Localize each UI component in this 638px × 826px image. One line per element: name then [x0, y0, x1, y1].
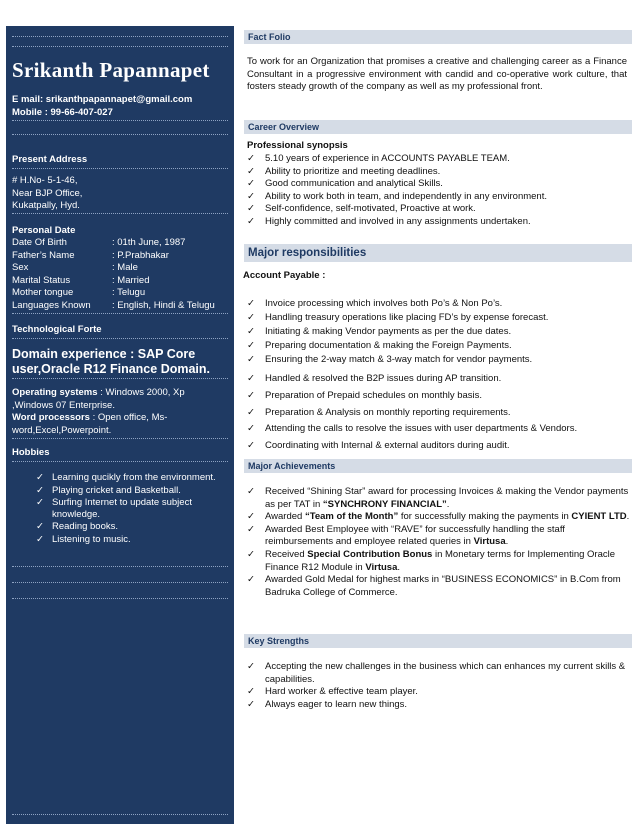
list-item [247, 511, 632, 524]
divider [12, 582, 228, 583]
responsibility-text: Coordinating with Internal & external auditors during audit. [265, 440, 510, 452]
tech-heading: Technological Forte [12, 324, 102, 335]
list-item [247, 311, 632, 325]
check-icon: ✓ [36, 497, 44, 508]
sidebar [6, 26, 234, 824]
check-icon: ✓ [247, 190, 255, 202]
list-item [247, 406, 632, 420]
achievement-text: Received [265, 548, 308, 560]
pd-value: : Telugu [112, 287, 146, 298]
check-icon: ✓ [247, 523, 255, 535]
company-name: Virtusa [365, 561, 398, 573]
check-icon: ✓ [247, 548, 255, 560]
responsibility-text: Attending the calls to resolve the issues with user departments & Vendors. [265, 423, 578, 435]
mobile: Mobile : 99-66-407-027 [12, 107, 113, 118]
address [12, 175, 224, 213]
personal-data-row [12, 275, 230, 288]
list-item [247, 339, 632, 353]
synopsis-text: Ability to work both in team, and independently in any environment. [265, 190, 547, 202]
fact-folio-text: To work for an Organization that promises a creative and challenging career as a Finance Consultant in a progressive environment with candid and co-operative work culture, that fosters steady growth of the company as well as my professional front. [247, 56, 627, 92]
responsibility-text: Ensuring the 2-way match & 3-way match for vendor payments. [265, 353, 533, 365]
strength-text: Accepting the new challenges in the business which can enhances my current skills & capabilities. [265, 661, 626, 685]
check-icon: ✓ [247, 390, 255, 402]
check-icon: ✓ [247, 311, 255, 323]
company-name: Virtusa [473, 536, 506, 548]
divider [12, 168, 228, 169]
personal-data-row [12, 300, 230, 313]
list-item [12, 497, 216, 520]
list-item [247, 686, 632, 699]
check-icon: ✓ [247, 686, 255, 698]
check-icon: ✓ [247, 372, 255, 384]
pd-key: Sex [12, 262, 29, 273]
check-icon: ✓ [36, 484, 44, 496]
check-icon: ✓ [247, 165, 255, 177]
responsibility-text: Initiating & making Vendor payments as per the due dates. [265, 325, 512, 337]
list-item [12, 521, 216, 533]
award-name: “Team of the Month” [304, 511, 399, 523]
list-item [247, 178, 632, 191]
check-icon: ✓ [36, 521, 44, 532]
award-name: Special Contribution Bonus [307, 548, 433, 560]
check-icon: ✓ [247, 511, 255, 523]
achievements-heading: Major Achievements [244, 459, 632, 473]
check-icon: ✓ [247, 440, 255, 452]
hobby-text: Playing cricket and Basketball. [52, 484, 181, 496]
list-item [247, 524, 632, 549]
list-item [247, 297, 632, 311]
check-icon: ✓ [36, 533, 44, 545]
responsibility-text: Preparation of Prepaid schedules on monthly basis. [265, 390, 483, 402]
address-line: Kukatpally, Hyd. [12, 200, 80, 211]
synopsis-text: Self-confidence, self-motivated, Proactive at work. [265, 203, 476, 215]
divider [12, 814, 228, 815]
achievement-text: Awarded [265, 511, 305, 523]
achievement-text: Awarded Gold Medal for highest marks in “BUSINESS ECONOMICS” in B.Com from Badruka College of Commerce. [265, 574, 621, 598]
divider [12, 338, 228, 339]
pd-value: : P.Prabhakar [112, 249, 169, 261]
responsibility-text: Preparation & Analysis on monthly reporting requirements. [265, 407, 511, 419]
divider [12, 313, 228, 314]
list-item [12, 485, 216, 497]
check-icon: ✓ [247, 215, 255, 227]
list-item [247, 191, 632, 204]
personal-data-row [12, 262, 230, 275]
account-payable-heading: Account Payable : [243, 270, 326, 281]
achievement-text: Received “Shining Star” award for processing Invoices & making the Vendor payments as per TAT in [265, 486, 629, 510]
divider [12, 46, 228, 47]
responsibility-text: Handled & resolved the B2P issues during AP transition. [265, 372, 502, 384]
personal-data-row [12, 237, 230, 250]
company-name: “SYNCHRONY FINANCIAL” [322, 498, 447, 510]
check-icon: ✓ [247, 423, 255, 435]
responsibilities-list [247, 297, 632, 453]
achievement-text: Awarded Best Employee with “RAVE” for successfully handling the staff reimbursements and employee related queries in [265, 523, 565, 548]
list-item [247, 486, 632, 511]
operating-systems [12, 387, 220, 412]
list-item [12, 534, 216, 546]
divider [12, 213, 228, 214]
list-item [247, 166, 632, 179]
list-item [247, 574, 632, 599]
check-icon: ✓ [247, 353, 255, 365]
check-icon: ✓ [247, 153, 255, 164]
strength-text: Hard worker & effective team player. [265, 686, 418, 698]
check-icon: ✓ [247, 661, 255, 672]
hobbies-heading: Hobbies [12, 447, 50, 458]
check-icon: ✓ [247, 203, 255, 215]
check-icon: ✓ [247, 407, 255, 419]
address-line: # H.No- 5-1-46, [12, 175, 78, 186]
pd-key: Father’s Name [12, 249, 75, 261]
divider [12, 461, 228, 462]
pd-key: Mother tongue [12, 287, 74, 298]
list-item [247, 353, 632, 367]
check-icon: ✓ [36, 472, 44, 483]
list-item [247, 372, 632, 386]
divider [12, 378, 228, 379]
list-item [247, 325, 632, 339]
pd-key: Languages Known [12, 299, 91, 311]
divider [12, 120, 228, 121]
pd-key: Marital Status [12, 274, 71, 286]
synopsis-text: Good communication and analytical Skills. [265, 178, 443, 190]
personal-data-row [12, 287, 230, 300]
pd-value: : 01th June, 1987 [112, 237, 186, 248]
hobby-text: Learning qucikly from the environment. [52, 472, 216, 483]
responsibility-text: Preparing documentation & making the Foreign Payments. [265, 339, 512, 351]
company-name: CYIENT LTD [571, 511, 627, 523]
list-item [247, 216, 632, 229]
os-value: : Windows 2000, Xp ,Windows 07 Enterprise. [12, 387, 185, 411]
candidate-name: Srikanth Papannapet [12, 58, 210, 82]
pd-value: : Male [112, 262, 138, 273]
achievement-text: . [397, 561, 401, 573]
strengths-list [247, 661, 632, 711]
synopsis-text: Ability to prioritize and meeting deadlines. [265, 165, 441, 177]
achievement-text: . [626, 511, 630, 523]
list-item [247, 699, 632, 712]
professional-synopsis-heading: Professional synopsis [247, 140, 348, 151]
divider [12, 566, 228, 567]
personal-data-row [12, 250, 230, 263]
list-item [12, 472, 216, 484]
wp-value: : Open office, Ms-word,Excel,Powerpoint. [12, 412, 168, 436]
list-item [247, 389, 632, 403]
personal-data-heading: Personal Date [12, 225, 76, 236]
synopsis-list [247, 153, 632, 229]
achievements-list [247, 486, 632, 599]
strength-text: Always eager to learn new things. [265, 698, 408, 710]
check-icon: ✓ [247, 698, 255, 710]
hobby-text: Listening to music. [52, 533, 131, 545]
divider [12, 134, 228, 135]
achievement-text: . [446, 498, 450, 510]
hobby-text: Reading books. [52, 521, 119, 532]
hobby-text: Surfing Internet to update subject knowledge. [52, 497, 192, 520]
email: E mail: srikanthpapannapet@gmail.com [12, 94, 193, 105]
pd-value: : Married [112, 274, 150, 286]
fact-folio-heading: Fact Folio [244, 30, 632, 44]
major-responsibilities-heading: Major responsibilities [244, 244, 632, 262]
career-overview-heading: Career Overview [244, 120, 632, 134]
achievement-text: for successfully making the payments in [398, 511, 572, 523]
responsibility-text: Invoice processing which involves both Po’s & Non Po’s. [265, 298, 503, 309]
check-icon: ✓ [247, 298, 255, 309]
list-item [247, 153, 632, 166]
divider [12, 438, 228, 439]
list-item [247, 203, 632, 216]
synopsis-text: 5.10 years of experience in ACCOUNTS PAYABLE TEAM. [265, 153, 510, 164]
list-item [247, 661, 632, 686]
list-item [247, 422, 632, 436]
personal-data-table [12, 237, 230, 312]
hobbies-list [12, 472, 216, 546]
key-strengths-heading: Key Strengths [244, 634, 632, 648]
os-label: Operating systems [12, 387, 98, 398]
achievement-text: in Monetary terms for Implementing Oracle Finance R12 Module in [265, 548, 616, 573]
check-icon: ✓ [247, 339, 255, 351]
responsibility-text: Handling treasury operations like placing FD’s by expense forecast. [265, 311, 549, 323]
achievement-text: . [505, 536, 509, 548]
word-processors [12, 412, 220, 437]
divider [12, 36, 228, 37]
wp-label: Word processors [12, 412, 90, 423]
check-icon: ✓ [247, 486, 255, 497]
list-item [247, 549, 632, 574]
synopsis-text: Highly committed and involved in any assignments undertaken. [265, 215, 531, 227]
address-line: Near BJP Office, [12, 187, 83, 199]
domain-experience: Domain experience : SAP Core user,Oracle R12 Finance Domain. [12, 347, 210, 376]
check-icon: ✓ [247, 574, 255, 586]
present-address-heading: Present Address [12, 154, 88, 165]
list-item [247, 439, 632, 453]
divider [12, 598, 228, 599]
check-icon: ✓ [247, 325, 255, 337]
pd-value: : English, Hindi & Telugu [112, 299, 215, 311]
pd-key: Date Of Birth [12, 237, 67, 248]
check-icon: ✓ [247, 178, 255, 190]
